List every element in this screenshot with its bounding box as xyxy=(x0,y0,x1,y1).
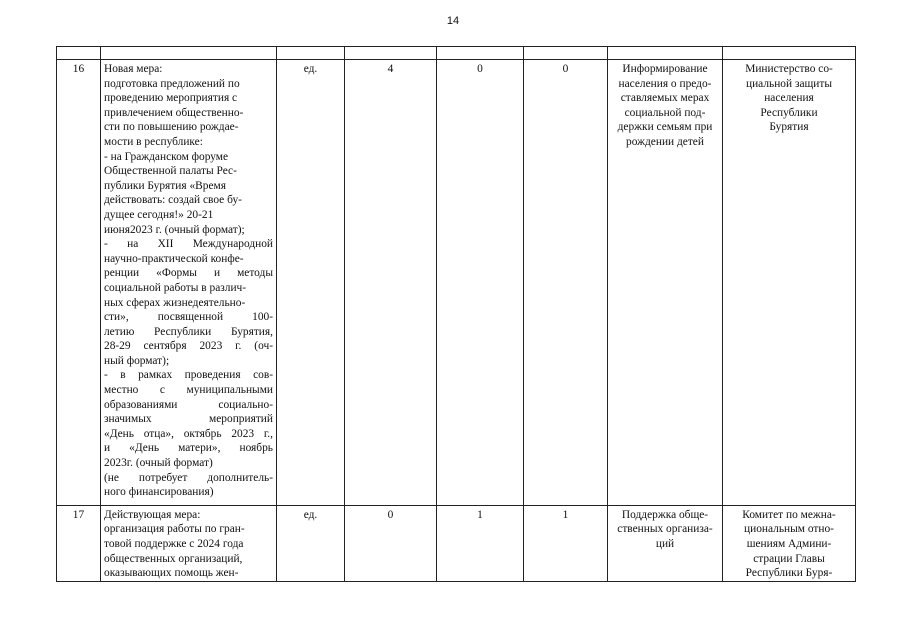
measure-description xyxy=(101,505,277,581)
cell-line: шениям Админи- xyxy=(746,538,832,550)
cell-line: Комитет по межна- xyxy=(742,508,836,521)
responsible-cell xyxy=(723,60,856,506)
description-line: привлечением общественно- xyxy=(104,106,244,119)
measure-description xyxy=(101,60,277,506)
description-line: летию Республики Бурятия, xyxy=(104,325,273,338)
responsible-cell xyxy=(723,505,856,581)
description-line: 2023г. (очный формат) xyxy=(104,457,213,470)
description-line: - на Гражданском форуме xyxy=(104,150,229,163)
description-line: сти», посвященной 100- xyxy=(104,311,273,324)
description-line: ренции «Формы и методы xyxy=(104,267,273,280)
table-cell xyxy=(437,47,524,60)
table-cell xyxy=(723,47,856,60)
table-cell xyxy=(277,47,345,60)
table-row xyxy=(57,505,856,581)
description-line: и «День матери», ноябрь xyxy=(104,442,273,455)
description-line: ных сферах жизнедеятельно- xyxy=(104,296,246,309)
cell-line: ций xyxy=(655,538,675,550)
description-line: сти по повышению рождае- xyxy=(104,121,239,134)
table-cell xyxy=(608,47,723,60)
description-line: проведению мероприятия с xyxy=(104,92,238,105)
cell-line: ставляемых мерах xyxy=(620,92,710,105)
cell-line: рождении детей xyxy=(626,135,704,148)
goal-cell xyxy=(608,505,723,581)
table-header-stub-row xyxy=(57,47,856,60)
row-number: 16 xyxy=(57,60,101,506)
description-line: общественных организаций, xyxy=(104,552,243,565)
cell-line: ственных организа- xyxy=(617,523,713,536)
description-line: «День отца», октябрь 2023 г., xyxy=(104,427,273,440)
cell-line: населения о предо- xyxy=(618,77,712,90)
cell-line: циональным отно- xyxy=(744,523,834,536)
description-line: - на XII Международной xyxy=(104,238,273,251)
description-line: товой поддержке с 2024 года xyxy=(104,538,244,550)
description-line: оказывающих помощь жен- xyxy=(104,567,239,580)
value-cell-1: 0 xyxy=(345,505,437,581)
table-cell xyxy=(101,47,277,60)
cell-line: Информирование xyxy=(622,63,708,75)
cell-line: держки семьям при xyxy=(617,121,713,134)
description-line: дущее сегодня!» 20-21 xyxy=(104,208,214,221)
description-line: научно-практической конфе- xyxy=(104,252,244,265)
table-cell xyxy=(524,47,608,60)
description-line: ный формат); xyxy=(104,354,170,367)
value-cell-1: 4 xyxy=(345,60,437,506)
description-line: (не потребует дополнитель- xyxy=(104,471,273,484)
measures-table xyxy=(56,46,856,582)
value-cell-3: 0 xyxy=(524,60,608,506)
description-line: Новая мера: xyxy=(104,63,163,75)
cell-line: Министерство со- xyxy=(745,63,833,75)
description-line: социальной работы в различ- xyxy=(104,281,247,294)
description-line: организация работы по гран- xyxy=(104,523,245,536)
description-line: ного финансирования) xyxy=(104,486,214,499)
cell-line: циальной защиты xyxy=(745,77,832,90)
description-line: 28-29 сентября 2023 г. (оч- xyxy=(104,340,273,353)
description-line: местно с муниципальными xyxy=(104,384,273,397)
description-line: Общественной палаты Рес- xyxy=(104,165,237,178)
cell-line: Бурятия xyxy=(769,121,809,134)
cell-line: населения xyxy=(764,92,814,105)
value-cell-2: 0 xyxy=(437,60,524,506)
table-cell xyxy=(57,47,101,60)
description-line: Действующая мера: xyxy=(104,508,201,521)
cell-line: Поддержка обще- xyxy=(621,508,709,521)
cell-line: Республики xyxy=(760,106,818,119)
description-line: действовать: создай свое бу- xyxy=(104,194,242,207)
description-line: - в рамках проведения сов- xyxy=(104,369,273,382)
table-cell xyxy=(345,47,437,60)
cell-line: социальной под- xyxy=(624,106,706,119)
description-line: образованиями социально- xyxy=(104,398,273,411)
goal-cell xyxy=(608,60,723,506)
description-line: значимых мероприятий xyxy=(104,413,273,426)
description-line: публики Бурятия «Время xyxy=(104,179,226,192)
table-row xyxy=(57,60,856,506)
unit-cell: ед. xyxy=(277,60,345,506)
row-number: 17 xyxy=(57,505,101,581)
value-cell-3: 1 xyxy=(524,505,608,581)
cell-line: Республики Буря- xyxy=(745,567,833,580)
unit-cell: ед. xyxy=(277,505,345,581)
description-line: подготовка предложений по xyxy=(104,77,240,90)
description-line: мости в республике: xyxy=(104,135,203,148)
cell-line: страции Главы xyxy=(753,552,825,565)
page-number: 14 xyxy=(446,15,460,27)
value-cell-2: 1 xyxy=(437,505,524,581)
description-line: июня2023 г. (очный формат); xyxy=(104,223,245,236)
